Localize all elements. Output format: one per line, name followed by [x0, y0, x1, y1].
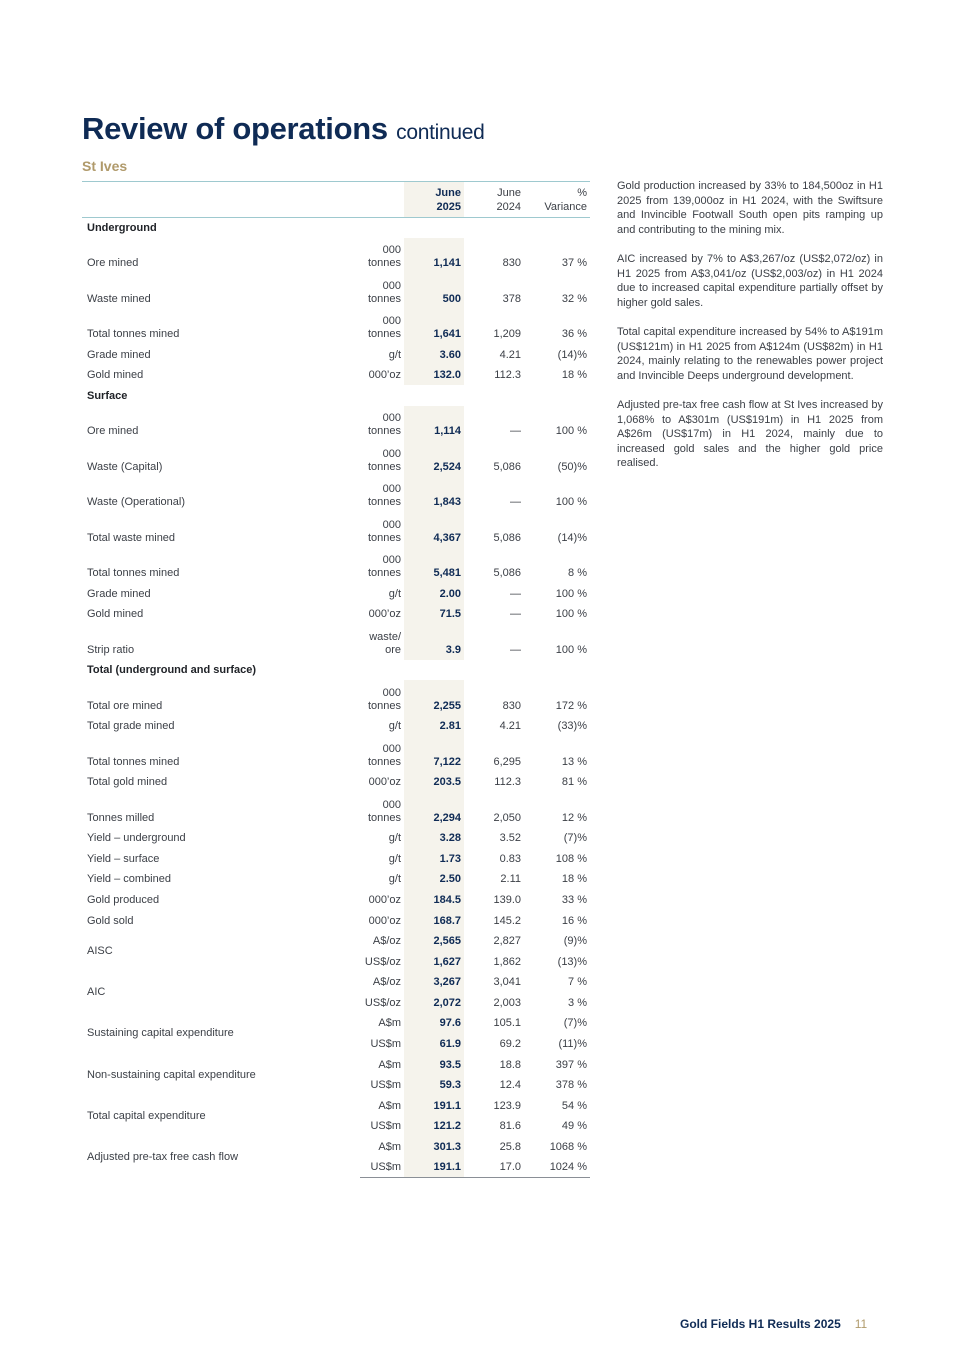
- unit-cell: [360, 910, 404, 931]
- unit-cell: [360, 441, 404, 476]
- value-june-2025: 301.3: [404, 1136, 464, 1157]
- value-june-2024: 1,209: [493, 328, 521, 341]
- table-row: [82, 910, 590, 931]
- table-row: [82, 477, 590, 512]
- unit-cell: A$m: [378, 1058, 401, 1071]
- variance-cell: 100 %: [555, 608, 587, 621]
- variance-cell: 16 %: [561, 914, 587, 927]
- table-row: [82, 1136, 590, 1157]
- unit-cell: A$m: [378, 1141, 401, 1154]
- row-label: Total waste mined: [87, 531, 176, 544]
- row-label: Gold mined: [87, 608, 144, 621]
- value-june-2025: 2,524: [404, 441, 464, 476]
- value-june-2025: 93.5: [404, 1054, 464, 1075]
- page-footer: [680, 1317, 867, 1331]
- commentary-column: [617, 179, 883, 485]
- unit-cell: [360, 848, 404, 869]
- row-label: Gold mined: [87, 369, 144, 382]
- row-label: Grade mined: [87, 348, 151, 361]
- value-june-2024: 123.9: [493, 1099, 521, 1112]
- value-june-2025: 97.6: [404, 1013, 464, 1034]
- unit-cell: US$/oz: [364, 996, 401, 1009]
- row-label: Total ore mined: [87, 699, 163, 712]
- variance-cell: (50)%: [557, 460, 587, 473]
- row-label: Non-sustaining capital expenditure: [87, 1068, 256, 1081]
- unit-cell: US$m: [360, 1157, 404, 1178]
- unit-cell: [360, 238, 404, 273]
- row-label: Waste (Capital): [87, 460, 163, 473]
- unit-cell: A$m: [378, 1017, 401, 1030]
- table-row: [82, 1054, 590, 1075]
- value-june-2025: 1,641: [404, 309, 464, 344]
- value-june-2025: 2,072: [404, 992, 464, 1013]
- row-label: Total gold mined: [87, 776, 168, 789]
- value-june-2024: 1,862: [493, 955, 521, 968]
- table-row: [82, 365, 590, 386]
- unit-line: 000: [382, 447, 401, 460]
- value-june-2025: 1.73: [404, 848, 464, 869]
- unit-line: 000: [382, 686, 401, 699]
- unit-line: tonnes: [367, 755, 401, 768]
- row-label: Ore mined: [87, 257, 139, 270]
- unit-cell: [360, 548, 404, 583]
- table-row: [82, 1013, 590, 1034]
- variance-cell: 18 %: [561, 873, 587, 886]
- table-row: [82, 889, 590, 910]
- unit-cell: [360, 716, 404, 737]
- variance-cell: 81 %: [561, 776, 587, 789]
- value-june-2024: —: [510, 608, 521, 621]
- row-label: Total capital expenditure: [87, 1109, 206, 1122]
- header-unit-cell: [360, 182, 404, 218]
- commentary-paragraph: Gold production increased by 33% to 184,500oz in H1 2025 from 139,000oz in H1 2024, with the Swiftsure and Invincible Footwall South open pits ramping up and contributing to the mining mix.: [617, 180, 883, 236]
- unit-cell: [360, 273, 404, 308]
- value-june-2024: 5,086: [493, 460, 521, 473]
- value-june-2025: 121.2: [404, 1116, 464, 1137]
- unit-cell: US$m: [370, 1079, 401, 1092]
- unit-line: 000’oz: [368, 369, 401, 382]
- value-june-2025: 2,255: [404, 680, 464, 715]
- value-june-2024: 830: [502, 257, 521, 270]
- unit-cell: A$m: [378, 1099, 401, 1112]
- table-row: [82, 716, 590, 737]
- unit-cell: [360, 309, 404, 344]
- value-june-2024: 3.52: [499, 832, 521, 845]
- value-june-2024: 2.11: [500, 873, 521, 886]
- value-june-2025: 1,843: [404, 477, 464, 512]
- value-june-2025: 500: [404, 273, 464, 308]
- variance-cell: 3 %: [568, 996, 587, 1009]
- unit-cell: [360, 680, 404, 715]
- unit-line: 000: [382, 798, 401, 811]
- variance-cell: 33 %: [561, 893, 587, 906]
- value-june-2025: 2,565: [404, 931, 464, 952]
- unit-line: g/t: [388, 832, 401, 845]
- variance-cell: 13 %: [561, 755, 587, 768]
- value-june-2025: 191.1: [404, 1095, 464, 1116]
- unit-line: 000: [382, 244, 401, 257]
- value-june-2025: 59.3: [404, 1075, 464, 1096]
- header-label-cell: [82, 182, 360, 218]
- value-june-2025: 3,267: [404, 972, 464, 993]
- table-row: [82, 406, 590, 441]
- value-june-2024: 5,086: [493, 567, 521, 579]
- row-label: Waste mined: [87, 292, 151, 305]
- value-june-2025: 168.7: [404, 910, 464, 931]
- value-june-2025: 2.81: [404, 716, 464, 737]
- variance-cell: (7)%: [563, 1017, 587, 1030]
- value-june-2024: 139.0: [493, 893, 521, 906]
- row-label: Adjusted pre-tax free cash flow: [87, 1151, 239, 1164]
- unit-line: tonnes: [367, 496, 401, 509]
- unit-cell: [360, 344, 404, 365]
- table-row: [82, 583, 590, 604]
- table-row: [82, 792, 590, 827]
- section-row: [82, 218, 590, 239]
- table-row: [82, 512, 590, 547]
- unit-cell: [360, 583, 404, 604]
- table-row: [82, 1095, 590, 1116]
- page-number: 11: [854, 1317, 868, 1331]
- variance-cell: 49 %: [561, 1120, 587, 1133]
- table-row: [82, 441, 590, 476]
- section-heading: St Ives: [82, 158, 128, 174]
- unit-line: tonnes: [367, 531, 401, 544]
- value-june-2025: 3.28: [404, 828, 464, 849]
- value-june-2025: 2.50: [404, 869, 464, 890]
- unit-cell: [360, 828, 404, 849]
- row-label: Total grade mined: [87, 720, 175, 733]
- row-label: Gold produced: [87, 893, 160, 906]
- title-suffix: continued: [396, 121, 485, 144]
- value-june-2025: 61.9: [404, 1033, 464, 1054]
- section-row: [82, 660, 590, 681]
- row-label: Yield – combined: [87, 873, 171, 886]
- table-row: [82, 309, 590, 344]
- variance-cell: (33)%: [557, 720, 587, 733]
- value-june-2024: 12.4: [499, 1079, 521, 1092]
- value-june-2024: 2,003: [493, 996, 521, 1009]
- section-label: Underground: [87, 222, 157, 235]
- unit-line: g/t: [388, 720, 401, 733]
- value-june-2024: 112.3: [494, 776, 521, 789]
- value-june-2024: —: [510, 587, 521, 600]
- row-label: AISC: [87, 945, 113, 958]
- value-june-2025: 1,141: [404, 238, 464, 273]
- variance-cell: 100 %: [555, 425, 587, 438]
- value-june-2025: 191.1: [404, 1157, 464, 1178]
- unit-line: tonnes: [367, 292, 401, 305]
- header-june-2025: June 2025: [404, 182, 464, 218]
- unit-line: tonnes: [367, 811, 401, 824]
- table-row: [82, 972, 590, 993]
- unit-cell: [360, 477, 404, 512]
- unit-line: 000’oz: [368, 608, 401, 621]
- value-june-2024: 4.21: [499, 348, 521, 361]
- value-june-2025: 2.00: [404, 583, 464, 604]
- variance-cell: (14)%: [557, 348, 587, 361]
- footer-year: 2025: [814, 1317, 841, 1331]
- value-june-2025: 1,114: [404, 406, 464, 441]
- title-text: Review of operations: [82, 111, 388, 146]
- commentary-paragraph: Total capital expenditure increased by 54% to A$191m (US$121m) in H1 2025 from A$124m (US$82m) in H1 2024, mainly relating to the renewables power project and Invincible Deeps underground development.: [617, 325, 883, 382]
- unit-cell: [360, 406, 404, 441]
- table-row: [82, 624, 590, 659]
- value-june-2025: 3.60: [404, 344, 464, 365]
- operations-table: [82, 181, 590, 1178]
- unit-cell: US$/oz: [364, 955, 401, 968]
- unit-cell: [360, 365, 404, 386]
- unit-cell: A$/oz: [372, 976, 401, 989]
- variance-cell: 100 %: [555, 643, 587, 656]
- variance-cell: 7 %: [568, 976, 587, 989]
- table-row: [82, 680, 590, 715]
- variance-cell: 12 %: [561, 811, 587, 824]
- table-body: [82, 218, 590, 1178]
- row-label: Waste (Operational): [87, 496, 186, 509]
- table-row: [82, 736, 590, 771]
- unit-line: 000: [382, 518, 401, 531]
- variance-cell: 54 %: [561, 1099, 587, 1112]
- commentary-paragraph: AIC increased by 7% to A$3,267/oz (US$2,072/oz) in H1 2025 from A$3,041/oz (US$2,003/oz) in H1 2024 due to increased capital expenditure partially offset by higher gold sales.: [617, 252, 883, 309]
- value-june-2025: 203.5: [404, 772, 464, 793]
- row-label: Yield – underground: [87, 832, 186, 845]
- unit-line: 000: [382, 315, 401, 328]
- unit-cell: [360, 889, 404, 910]
- variance-cell: 397 %: [555, 1058, 587, 1071]
- value-june-2024: 25.8: [499, 1141, 521, 1154]
- unit-line: waste/: [369, 630, 401, 643]
- variance-cell: 1068 %: [549, 1141, 587, 1154]
- value-june-2024: 378: [502, 292, 521, 305]
- footer-title: Gold Fields H1 Results: [680, 1317, 811, 1331]
- commentary-paragraph: Adjusted pre-tax free cash flow at St Ives increased by 1,068% to A$301m (US$191m) in H1 2025 from A$26m (US$17m) in H1 2024, mainly due to increased gold sales and the higher gold price realised.: [617, 398, 883, 470]
- variance-cell: (11)%: [558, 1038, 587, 1051]
- row-label: Sustaining capital expenditure: [87, 1027, 234, 1040]
- variance-cell: 8 %: [568, 567, 587, 579]
- table-row: [82, 869, 590, 890]
- row-label: AIC: [87, 986, 106, 999]
- value-june-2024: 2,050: [493, 811, 521, 824]
- header-variance: % Variance: [544, 187, 587, 213]
- unit-line: tonnes: [367, 257, 401, 270]
- unit-line: tonnes: [367, 328, 401, 341]
- page-title: [82, 111, 485, 147]
- value-june-2025: 71.5: [404, 604, 464, 625]
- row-label: Tonnes milled: [87, 811, 155, 824]
- value-june-2024: 18.8: [499, 1058, 521, 1071]
- variance-cell: 172 %: [555, 699, 587, 712]
- table-row: [82, 848, 590, 869]
- table-row: [82, 604, 590, 625]
- value-june-2024: —: [510, 496, 521, 509]
- table-row: [82, 548, 590, 583]
- unit-line: tonnes: [367, 425, 401, 438]
- unit-cell: [360, 512, 404, 547]
- row-label: Gold sold: [87, 914, 134, 927]
- unit-cell: [360, 792, 404, 827]
- row-label: Total tonnes mined: [87, 567, 180, 579]
- variance-cell: 36 %: [561, 328, 587, 341]
- table-row: [82, 772, 590, 793]
- value-june-2025: 2,294: [404, 792, 464, 827]
- unit-line: g/t: [388, 587, 401, 600]
- value-june-2025: 1,627: [404, 951, 464, 972]
- unit-line: 000’oz: [368, 914, 401, 927]
- variance-cell: 37 %: [561, 257, 587, 270]
- unit-cell: [360, 604, 404, 625]
- variance-cell: (13)%: [557, 955, 587, 968]
- variance-cell: 18 %: [561, 369, 587, 382]
- value-june-2025: 4,367: [404, 512, 464, 547]
- unit-cell: A$/oz: [372, 935, 401, 948]
- value-june-2024: 145.2: [493, 914, 521, 927]
- row-label: Ore mined: [87, 425, 139, 438]
- table-row: [82, 931, 590, 952]
- unit-cell: [360, 869, 404, 890]
- variance-cell: 1024 %: [524, 1157, 590, 1178]
- value-june-2024: 830: [502, 699, 521, 712]
- header-june-2024: June 2024: [496, 187, 521, 213]
- value-june-2024: 2,827: [493, 935, 521, 948]
- unit-line: ore: [385, 643, 401, 656]
- unit-cell: [360, 772, 404, 793]
- unit-line: g/t: [388, 348, 401, 361]
- variance-cell: 100 %: [555, 496, 587, 509]
- value-june-2024: 17.0: [464, 1157, 524, 1178]
- section-label: Surface: [87, 390, 128, 403]
- table-header-row: [82, 182, 590, 218]
- unit-line: tonnes: [367, 460, 401, 473]
- variance-cell: (9)%: [563, 935, 587, 948]
- value-june-2024: 4.21: [499, 720, 521, 733]
- unit-line: tonnes: [367, 699, 401, 712]
- value-june-2024: 6,295: [493, 755, 521, 768]
- section-label: Total (underground and surface): [87, 664, 257, 677]
- unit-cell: US$m: [370, 1120, 401, 1133]
- unit-cell: US$m: [370, 1038, 401, 1051]
- table-row: [82, 238, 590, 273]
- row-label: Total tonnes mined: [87, 755, 180, 768]
- value-june-2025: 5,481: [404, 548, 464, 583]
- table-row: [82, 344, 590, 365]
- variance-cell: (7)%: [563, 832, 587, 845]
- unit-line: 000: [382, 483, 401, 496]
- unit-line: 000: [382, 554, 401, 566]
- value-june-2024: 3,041: [493, 976, 521, 989]
- unit-line: 000: [382, 412, 401, 425]
- value-june-2025: 3.9: [404, 624, 464, 659]
- unit-line: 000’oz: [368, 776, 401, 789]
- row-label: Strip ratio: [87, 643, 135, 656]
- value-june-2024: 105.1: [493, 1017, 521, 1030]
- unit-line: g/t: [388, 873, 401, 886]
- value-june-2024: 5,086: [493, 531, 521, 544]
- value-june-2024: —: [510, 425, 521, 438]
- row-label: Total tonnes mined: [87, 328, 180, 341]
- row-label: Grade mined: [87, 587, 151, 600]
- value-june-2025: 7,122: [404, 736, 464, 771]
- variance-cell: (14)%: [557, 531, 587, 544]
- value-june-2024: 112.3: [494, 369, 521, 382]
- value-june-2024: 69.2: [499, 1038, 521, 1051]
- value-june-2024: 81.6: [499, 1120, 521, 1133]
- variance-cell: 32 %: [561, 292, 587, 305]
- unit-line: tonnes: [367, 567, 401, 579]
- value-june-2025: 132.0: [404, 365, 464, 386]
- unit-cell: [360, 736, 404, 771]
- value-june-2025: 184.5: [404, 889, 464, 910]
- variance-cell: 378 %: [555, 1079, 587, 1092]
- table-row: [82, 828, 590, 849]
- value-june-2024: 0.83: [499, 852, 521, 865]
- unit-line: 000: [382, 742, 401, 755]
- unit-line: 000’oz: [368, 893, 401, 906]
- value-june-2024: —: [510, 643, 521, 656]
- table-row: [82, 273, 590, 308]
- variance-cell: 108 %: [555, 852, 587, 865]
- row-label: Yield – surface: [87, 852, 160, 865]
- unit-line: g/t: [388, 852, 401, 865]
- unit-cell: [360, 624, 404, 659]
- section-row: [82, 385, 590, 406]
- variance-cell: 100 %: [555, 587, 587, 600]
- unit-line: 000: [382, 279, 401, 292]
